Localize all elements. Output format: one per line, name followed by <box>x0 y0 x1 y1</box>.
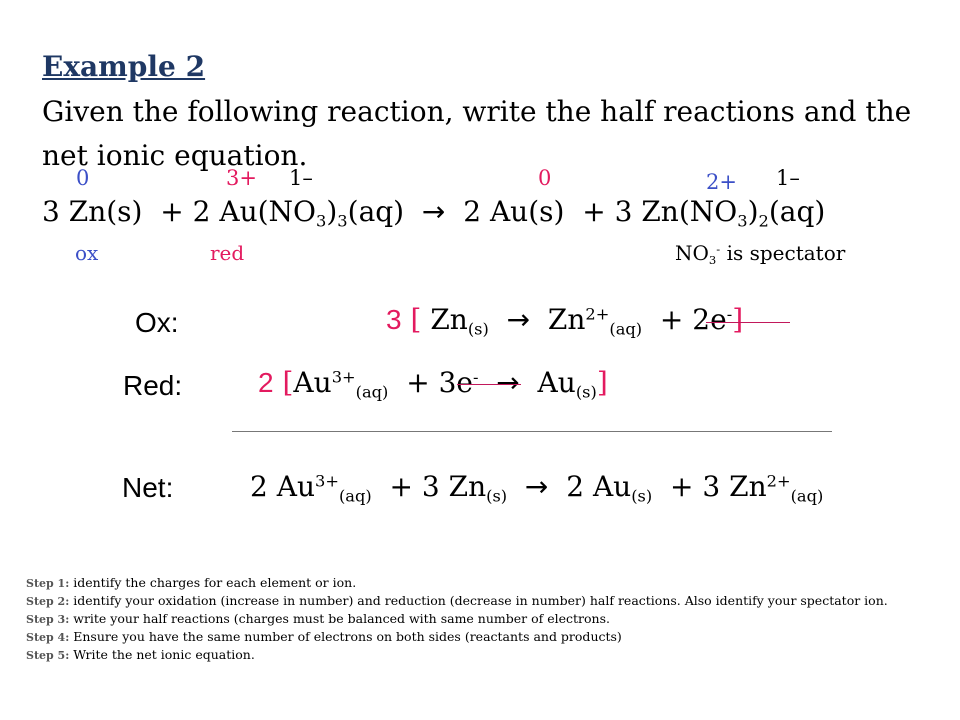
subscript: 3 <box>337 211 348 231</box>
step-text: Ensure you have the same number of electrons on both sides (reactants and products) <box>69 629 622 644</box>
plus: + <box>659 303 684 336</box>
red-label: red <box>210 241 245 265</box>
arrow-icon: → <box>524 470 549 503</box>
charge: 2+ <box>585 304 610 324</box>
state: (aq) <box>768 195 826 228</box>
charge: 2+ <box>766 471 791 491</box>
species: Zn <box>430 303 468 336</box>
step-item <box>26 628 936 646</box>
coef: 3 <box>614 195 633 228</box>
species: Au <box>293 366 332 399</box>
state: (s) <box>575 382 597 402</box>
step-heading: Step 4: <box>26 631 70 644</box>
open-bracket: [ <box>410 303 422 336</box>
charge: 3+ <box>315 471 339 491</box>
arrow-icon: → <box>496 366 520 399</box>
step-text: identify your oxidation (increase in number) and reduction (decrease in number) half reactions. Also identify your spectator ion. <box>69 593 888 608</box>
ox-coefficient: 3 <box>386 304 402 335</box>
step-item <box>26 646 936 664</box>
close-bracket: ] <box>596 366 608 399</box>
plus: + <box>670 470 694 503</box>
formula: Au(s) <box>489 195 565 228</box>
step-heading: Step 1: <box>26 577 70 590</box>
species: Zn <box>448 470 487 503</box>
species: Zn <box>547 303 586 336</box>
electrons: 2e <box>692 303 727 336</box>
cancel-strike <box>457 384 521 385</box>
species: Zn <box>729 470 767 503</box>
divider-line <box>232 431 832 432</box>
spectator-note <box>675 241 846 268</box>
coef: 2 <box>566 470 585 503</box>
step-heading: Step 5: <box>26 649 70 662</box>
paren: ) <box>326 195 338 228</box>
step-heading: Step 2: <box>26 595 70 608</box>
step-text: write your half reactions (charges must be balanced with same number of electrons. <box>69 611 610 626</box>
ox-half-label: Ox: <box>135 307 179 338</box>
charge: - <box>472 367 479 387</box>
steps-list <box>26 574 936 664</box>
state: (aq) <box>355 382 389 402</box>
formula: Zn(s) <box>68 195 143 228</box>
plus: + <box>406 366 430 399</box>
charge-no3-reactant: 1– <box>289 166 313 190</box>
state: (s) <box>631 486 653 506</box>
plus: + <box>389 470 413 503</box>
coef: 3 <box>42 195 60 228</box>
species: Au <box>276 470 315 503</box>
step-text: identify the charges for each element or ion. <box>69 575 357 590</box>
subscript: 3 <box>316 211 327 231</box>
net-label: Net: <box>122 472 174 503</box>
coef: 3 <box>421 470 440 503</box>
step-item <box>26 574 936 592</box>
charge-no3-product: 1– <box>776 166 800 190</box>
coef: 3 <box>702 470 721 503</box>
subscript: 3 <box>737 211 748 231</box>
charge: - <box>726 304 733 324</box>
spectator-text: is spectator <box>720 241 846 265</box>
state: (aq) <box>347 195 405 228</box>
arrow-icon: → <box>421 195 446 228</box>
net-ionic-equation <box>250 470 824 506</box>
molecular-equation <box>42 195 826 231</box>
species: Au <box>592 470 632 503</box>
step-heading: Step 3: <box>26 613 70 626</box>
charge-zn-reactant: 0 <box>76 166 90 190</box>
plus: + <box>582 195 606 228</box>
charge-au-reactant: 3+ <box>226 166 257 190</box>
paren: ) <box>747 195 759 228</box>
charge-au-product: 0 <box>538 166 552 190</box>
formula: Zn(NO <box>641 195 738 228</box>
spectator-formula: NO <box>675 241 709 265</box>
coef: 2 <box>463 195 482 228</box>
charge: 3+ <box>331 367 356 387</box>
superscript: - <box>716 242 721 257</box>
red-half-reaction <box>258 366 608 402</box>
step-text: Write the net ionic equation. <box>69 647 255 662</box>
open-bracket: [ <box>282 366 294 399</box>
cancel-strike <box>706 322 790 323</box>
species: Au <box>537 366 576 399</box>
charge-zn-product: 2+ <box>706 170 737 194</box>
state: (aq) <box>790 486 824 506</box>
red-half-label: Red: <box>123 370 183 401</box>
coef: 2 <box>250 470 268 503</box>
step-item <box>26 610 936 628</box>
state: (s) <box>467 319 489 339</box>
close-bracket: ] <box>732 303 744 336</box>
arrow-icon: → <box>506 303 531 336</box>
prompt-text: Given the following reaction, write the half reactions and the net ionic equation. <box>42 95 912 172</box>
formula: Au(NO <box>219 195 317 228</box>
subscript: 3 <box>708 253 717 268</box>
state: (s) <box>486 486 508 506</box>
electrons: 3e <box>438 366 473 399</box>
ox-half-reaction <box>386 303 744 339</box>
plus: + <box>160 195 184 228</box>
state: (aq) <box>609 319 643 339</box>
slide-title: Example 2 <box>42 50 206 83</box>
state: (aq) <box>338 486 372 506</box>
step-item <box>26 592 936 610</box>
coef: 2 <box>192 195 211 228</box>
ox-label: ox <box>75 241 99 265</box>
subscript: 2 <box>758 211 769 231</box>
red-coefficient: 2 <box>258 367 274 398</box>
